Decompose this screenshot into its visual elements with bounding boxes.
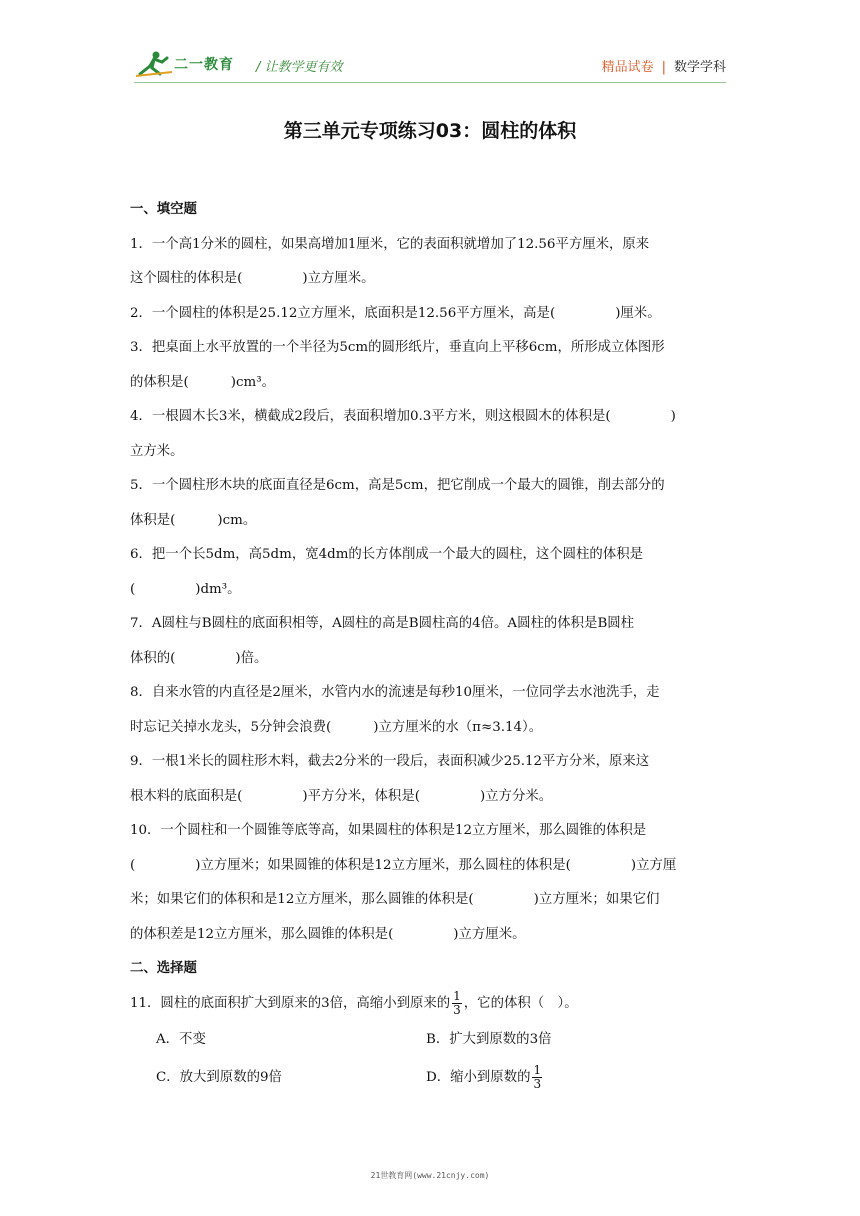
page-header xyxy=(134,50,734,82)
page-title: 第三单元专项练习03：圆柱的体积 xyxy=(283,120,577,142)
tag-subject: 数学学科 xyxy=(673,60,726,75)
logo-text: 二一教育 xyxy=(174,57,234,73)
option-d[interactable]: D．缩小到原数的 $\frac{1}{3}$ xyxy=(426,1063,542,1091)
tag-separator: | xyxy=(661,60,666,75)
question-9: 9．一根1米长的圆柱形木料，截去2分米的一段后，表面积减少25.12平方分米，原来这 根木料的底面积是( )平方分米，体积是( )立方分米。 xyxy=(130,754,650,804)
question-3: 3．把桌面上水平放置的一个半径为5cm的圆形纸片，垂直向上平移6cm，所形成立体图形 的体积是( )cm³。 xyxy=(130,340,665,390)
fraction-one-third: $\frac{1}{3}$ xyxy=(453,988,461,1017)
options-q11 xyxy=(156,1021,732,1097)
option-b[interactable]: B．扩大到原数的3倍 xyxy=(426,1032,552,1047)
header-divider xyxy=(134,82,726,83)
question-list xyxy=(130,193,732,1097)
section-heading-fill: 一、填空题 xyxy=(130,202,197,217)
runner-logo-icon xyxy=(134,50,174,78)
question-7: 7．A圆柱与B圆柱的底面积相等，A圆柱的高是B圆柱高的4倍。A圆柱的体积是B圆柱 体积的( )倍。 xyxy=(130,616,635,666)
question-10: 10．一个圆柱和一个圆锥等底等高，如果圆柱的体积是12立方厘米，那么圆锥的体积是 ( )立方厘米；如果圆锥的体积是12立方厘米，那么圆柱的体积是( )立方厘 米；如果它们的体积和是12立方厘米，那么圆锥的体积是( )立方厘米；如果它们 的体积差是12立方厘米，那么圆锥的体积是( )立方厘米。 xyxy=(130,823,677,942)
question-1: 1．一个高1分米的圆柱，如果高增加1厘米，它的表面积就增加了12.56平方厘米，原来 这个圆柱的体积是( )立方厘米。 xyxy=(130,236,650,286)
question-5: 5．一个圆柱形木块的底面直径是6cm，高是5cm，把它削成一个最大的圆锥，削去部分的 体积是( )cm。 xyxy=(130,478,665,528)
logo xyxy=(134,50,246,78)
page-footer: 21世教育网(www.21cnjy.com) xyxy=(370,1171,490,1180)
header-tags xyxy=(602,56,726,75)
fraction-one-third: $\frac{1}{3}$ xyxy=(533,1063,542,1091)
question-4: 4．一根圆木长3米，横截成2段后，表面积增加0.3平方米，则这根圆木的体积是( ) 立方米。 xyxy=(130,409,676,459)
option-a[interactable]: A．不变 xyxy=(156,1032,206,1047)
question-8: 8．自来水管的内直径是2厘米，水管内水的流速是每秒10厘米，一位同学去水池洗手，走 时忘记关掉水龙头，5分钟会浪费( )立方厘米的水（π≈3.14）。 xyxy=(130,685,660,735)
question-2: 2．一个圆柱的体积是25.12立方厘米，底面积是12.56平方厘米，高是( )厘米。 xyxy=(130,305,661,321)
option-c[interactable]: C．放大到原数的9倍 xyxy=(156,1070,282,1085)
question-11: 11．圆柱的底面积扩大到原来的3倍，高缩小到原来的 $\frac{1}{3}$ ，它的体积（ ）。 xyxy=(130,988,578,1017)
slogan: / 让教学更有效 xyxy=(256,60,343,75)
tag-premium: 精品试卷 xyxy=(601,60,654,75)
section-heading-choice: 二、选择题 xyxy=(130,961,197,976)
question-6: 6．把一个长5dm，高5dm，宽4dm的长方体削成一个最大的圆柱，这个圆柱的体积是 ( )dm³。 xyxy=(130,547,643,597)
